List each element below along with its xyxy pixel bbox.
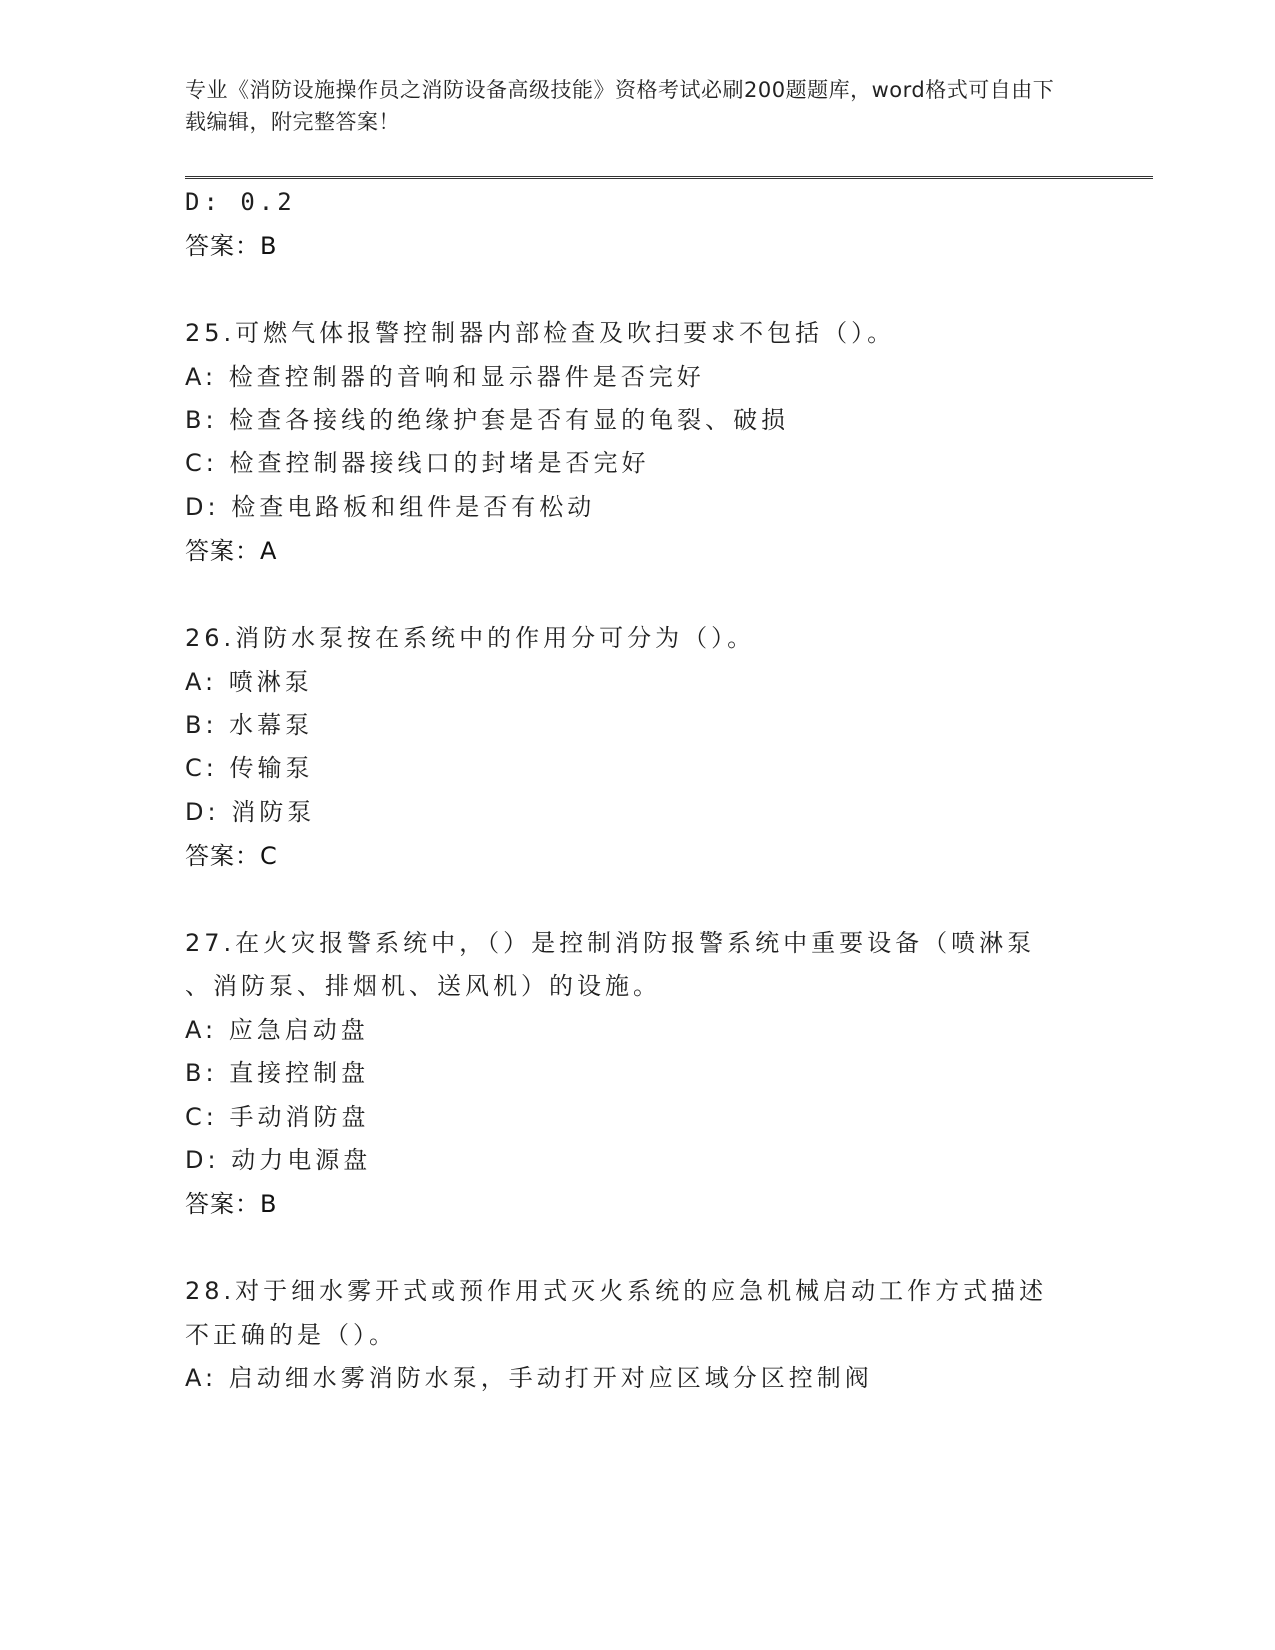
option-d-prev: D: 0.2 xyxy=(185,188,296,216)
question-26: 26.消防水泵按在系统中的作用分可分为（）。 xyxy=(185,624,756,652)
question-27-option-a: A: 应急启动盘 xyxy=(185,1016,369,1044)
question-27-line-1: 27.在火灾报警系统中，（）是控制消防报警系统中重要设备（喷淋泵 xyxy=(185,929,1036,957)
question-25-option-d: D: 检查电路板和组件是否有松动 xyxy=(185,493,596,521)
answer-prev: 答案：B xyxy=(185,232,278,260)
header-rule xyxy=(185,176,1153,179)
question-26-option-c: C: 传输泵 xyxy=(185,754,314,782)
page-header: 专业《消防设施操作员之消防设备高级技能》资格考试必刷200题题库，word格式可自由下载编辑，附完整答案！ xyxy=(185,78,1055,134)
question-27-option-d: D: 动力电源盘 xyxy=(185,1146,372,1174)
question-27-line-2: 、消防泵、排烟机、送风机）的设施。 xyxy=(185,972,661,1000)
question-27-option-c: C: 手动消防盘 xyxy=(185,1103,370,1131)
question-26-option-d: D: 消防泵 xyxy=(185,798,316,826)
question-27-option-b: B: 直接控制盘 xyxy=(185,1059,370,1087)
question-25-answer: 答案：A xyxy=(185,537,278,565)
question-25-option-b: B: 检查各接线的绝缘护套是否有显的龟裂、破损 xyxy=(185,406,790,434)
question-25: 25.可燃气体报警控制器内部检查及吹扫要求不包括（）。 xyxy=(185,319,896,347)
question-25-option-c: C: 检查控制器接线口的封堵是否完好 xyxy=(185,449,650,477)
question-26-answer: 答案：C xyxy=(185,842,278,870)
question-27-answer: 答案：B xyxy=(185,1190,278,1218)
question-26-option-a: A: 喷淋泵 xyxy=(185,668,313,696)
question-28-line-2: 不正确的是（）。 xyxy=(185,1321,397,1349)
question-26-option-b: B: 水幕泵 xyxy=(185,711,314,739)
question-28-option-a: A: 启动细水雾消防水泵，手动打开对应区域分区控制阀 xyxy=(185,1364,873,1392)
question-25-option-a: A: 检查控制器的音响和显示器件是否完好 xyxy=(185,363,705,391)
question-28-line-1: 28.对于细水雾开式或预作用式灭火系统的应急机械启动工作方式描述 xyxy=(185,1277,1048,1305)
